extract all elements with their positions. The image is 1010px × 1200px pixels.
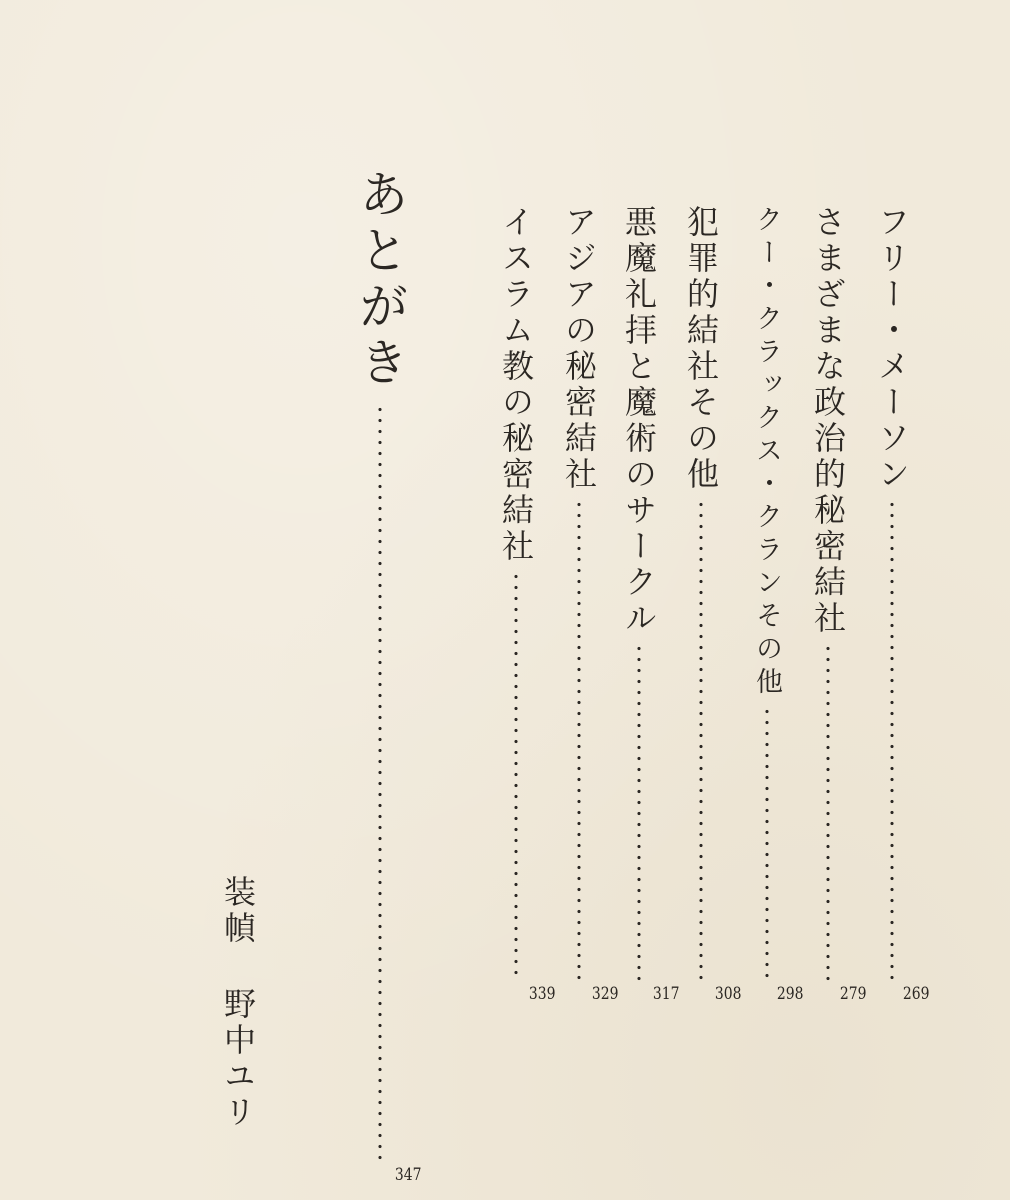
toc-entry-title: アジアの秘密結社	[560, 205, 598, 493]
toc-entry-3[interactable]	[753, 205, 780, 985]
toc-entry-4[interactable]	[682, 205, 720, 985]
dot-leader	[378, 404, 382, 1163]
toc-entry-5[interactable]	[620, 205, 658, 985]
toc-entry-page: 317	[652, 984, 680, 1004]
dot-leader	[765, 706, 769, 981]
toc-afterword[interactable]	[351, 168, 409, 1163]
toc-entry-2[interactable]	[809, 205, 847, 985]
toc-entry-page: 339	[528, 984, 556, 1004]
toc-entry-6[interactable]	[560, 205, 598, 985]
toc-entry-page: 269	[902, 984, 930, 1004]
toc-entry-title: さまざまな政治的秘密結社	[809, 205, 847, 637]
toc-entry-page: 329	[591, 984, 619, 1004]
toc-entry-title: 犯罪的結社その他	[682, 205, 720, 493]
toc-entry-1[interactable]	[873, 205, 911, 985]
toc-entry-title: フリー・メーソン	[873, 205, 911, 493]
dot-leader	[826, 643, 830, 981]
toc-entry-title: クー・クラックス・クランその他	[751, 205, 782, 700]
binding-credit	[219, 875, 257, 1131]
credit-role: 装幀	[219, 875, 257, 947]
dot-leader	[514, 571, 518, 981]
toc-entry-page: 298	[776, 984, 804, 1004]
dot-leader	[890, 499, 894, 981]
dot-leader	[637, 643, 641, 981]
afterword-page: 347	[394, 1165, 422, 1185]
toc-entry-7[interactable]	[497, 205, 535, 985]
credit-name: 野中ユリ	[219, 987, 257, 1131]
dot-leader	[577, 499, 581, 981]
toc-entry-page: 308	[714, 984, 742, 1004]
toc-entry-title: イスラム教の秘密結社	[497, 205, 535, 565]
toc-entry-title: 悪魔礼拝と魔術のサークル	[620, 205, 658, 637]
toc-entry-page: 279	[839, 984, 867, 1004]
afterword-title: あとがき	[351, 168, 409, 392]
dot-leader	[699, 499, 703, 981]
